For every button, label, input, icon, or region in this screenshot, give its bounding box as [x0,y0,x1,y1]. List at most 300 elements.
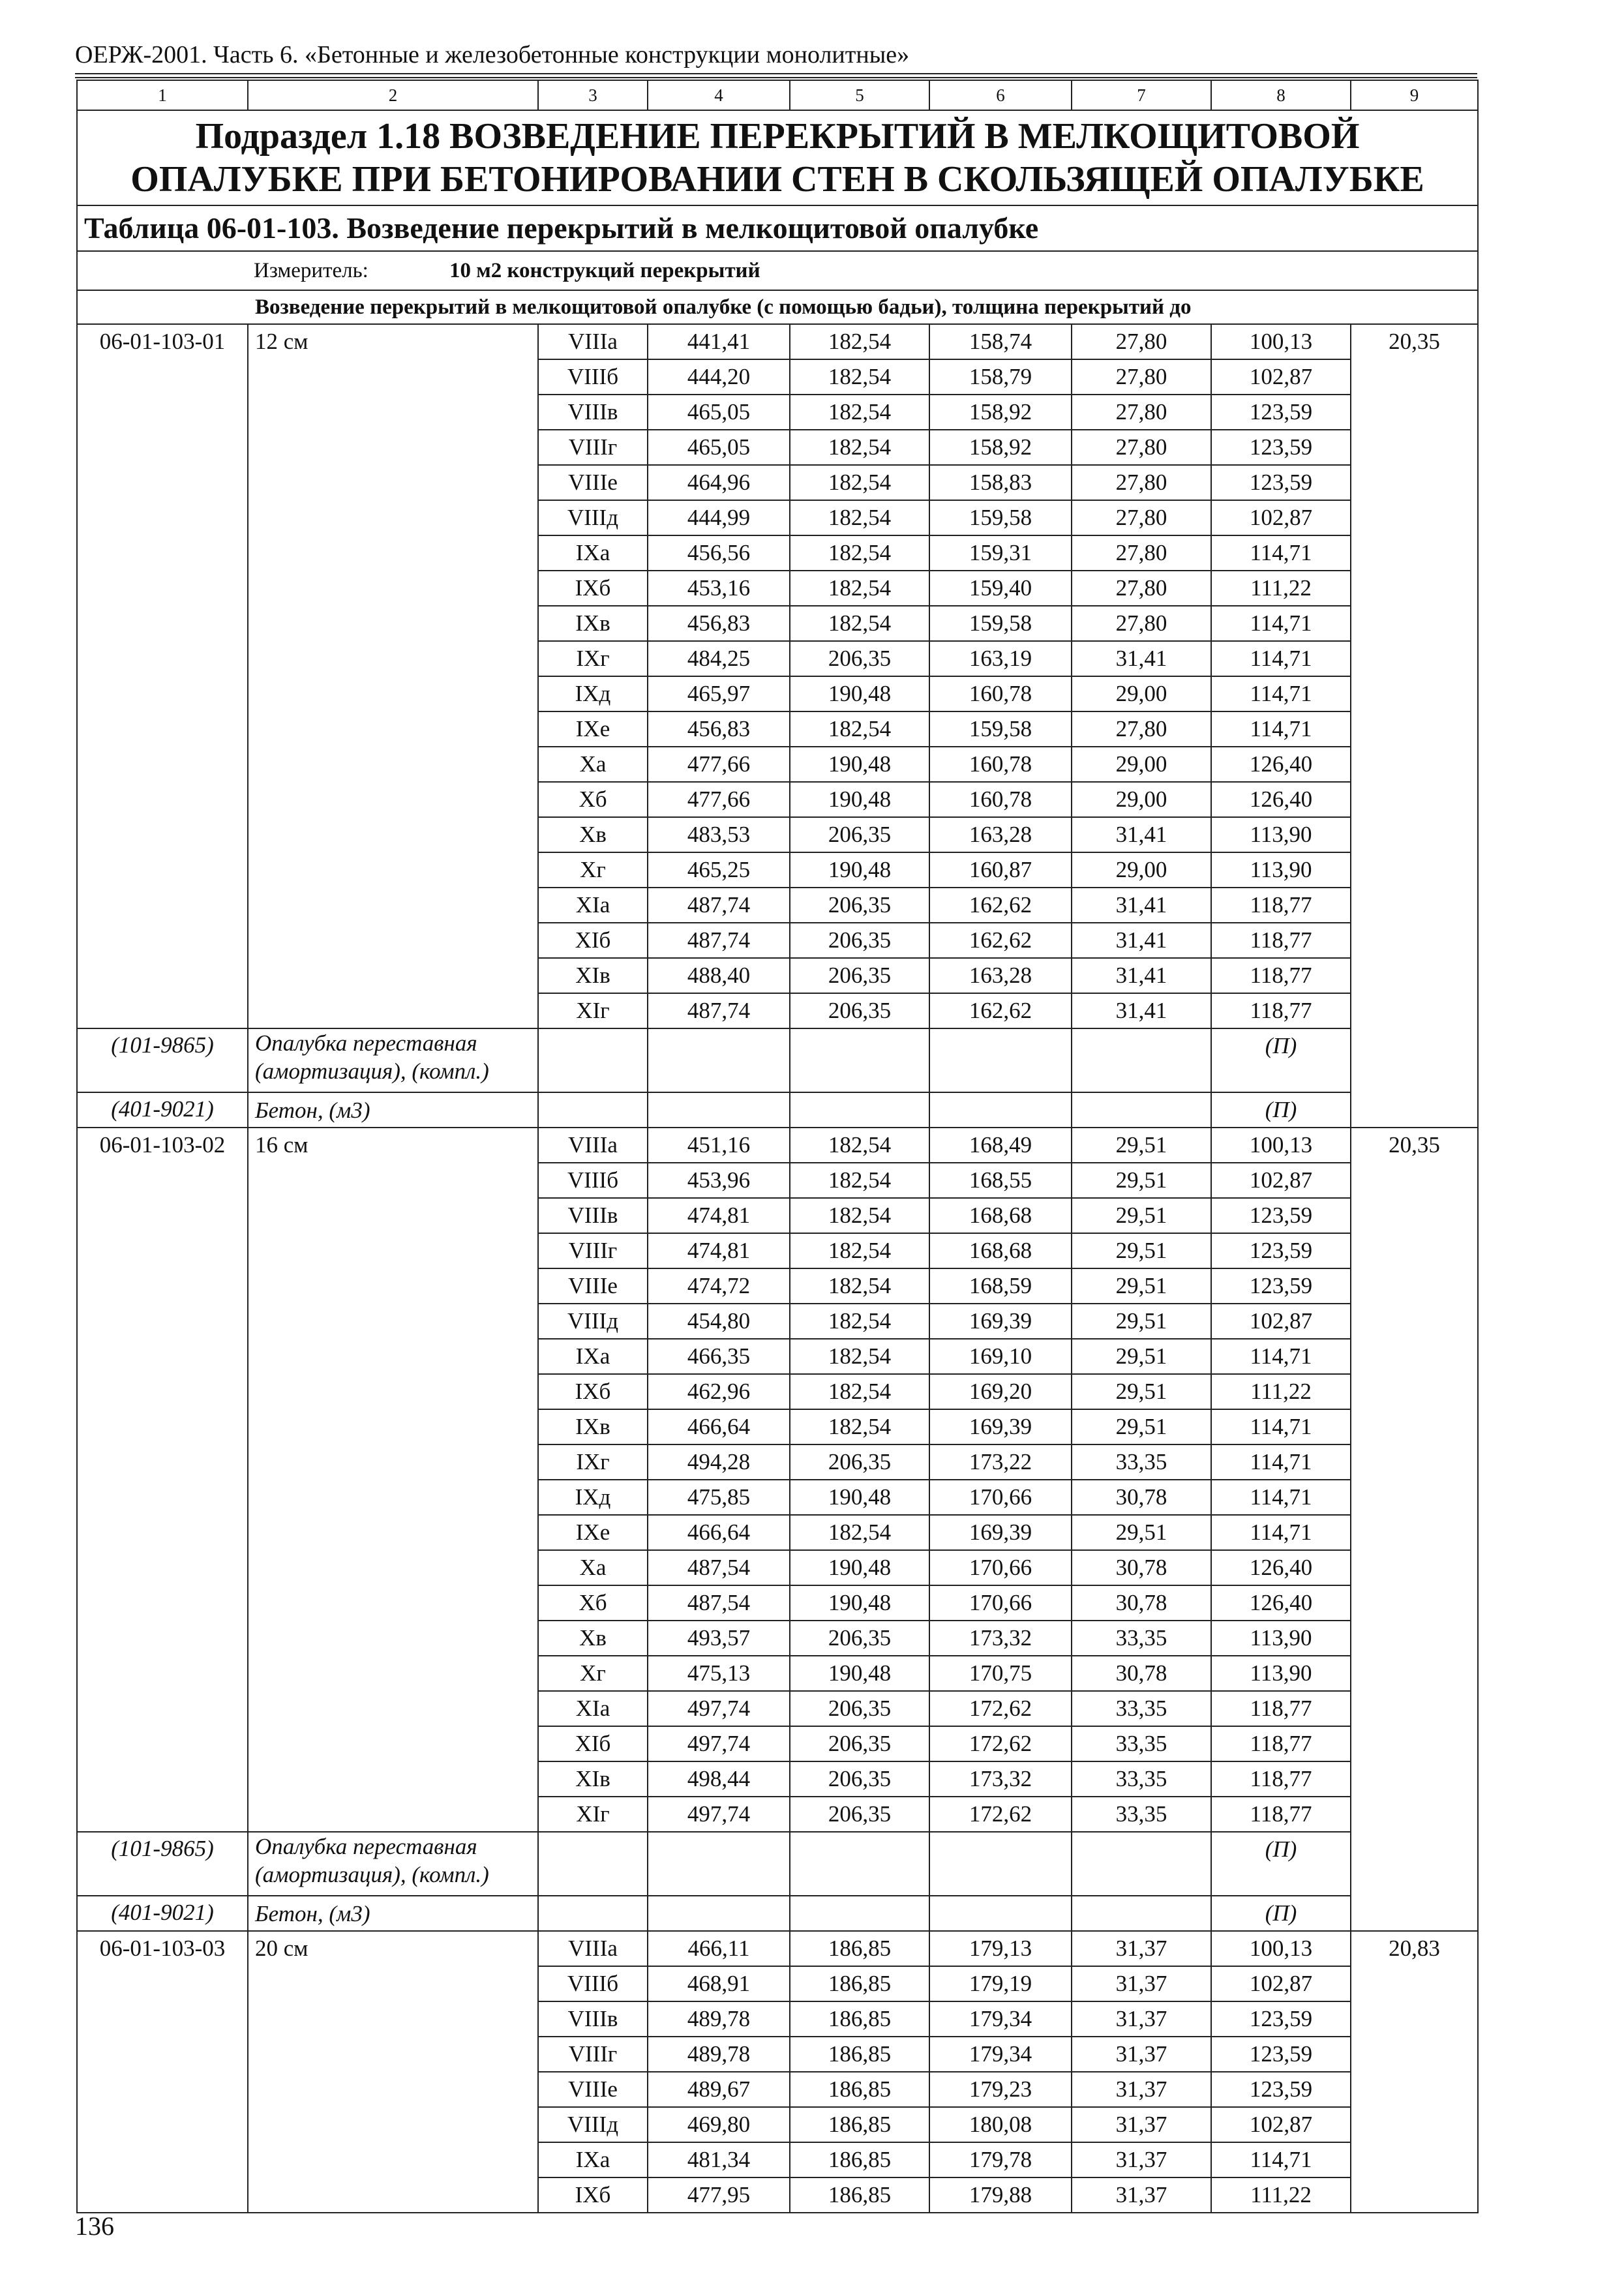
price-value: 158,79 [929,359,1072,395]
price-value: 497,74 [648,1691,790,1726]
price-value: 31,37 [1072,2177,1211,2213]
price-value: 179,78 [929,2142,1072,2177]
price-value: 179,34 [929,2037,1072,2072]
table-title: Таблица 06-01-103. Возведение перекрытий в мелкощитовой опалубке [77,205,1478,251]
price-value: 456,83 [648,711,790,747]
price-value: 182,54 [790,395,929,430]
price-value: 102,87 [1211,500,1351,535]
price-value: 180,08 [929,2107,1072,2142]
resource-unit-mark: (П) [1211,1092,1351,1128]
price-value: 170,66 [929,1480,1072,1515]
price-value: 182,54 [790,1268,929,1304]
price-value: 123,59 [1211,430,1351,465]
zone-code: Xв [538,817,648,852]
column-number: 3 [538,80,648,110]
price-value: 190,48 [790,1585,929,1621]
price-value: 465,05 [648,430,790,465]
price-value: 169,10 [929,1339,1072,1374]
price-value: 159,58 [929,500,1072,535]
empty-cell [790,1896,929,1931]
price-value: 186,85 [790,2177,929,2213]
zone-code: Xг [538,852,648,888]
price-value: 102,87 [1211,1304,1351,1339]
price-value: 27,80 [1072,359,1211,395]
price-value: 487,74 [648,923,790,958]
price-value: 114,71 [1211,641,1351,676]
meter-value: 10 м2 конструкций перекрытий [449,259,760,282]
column-number: 7 [1072,80,1211,110]
price-value: 126,40 [1211,782,1351,817]
price-value: 30,78 [1072,1550,1211,1585]
price-value: 465,97 [648,676,790,711]
price-value: 494,28 [648,1444,790,1480]
price-value: 172,62 [929,1726,1072,1761]
price-value: 182,54 [790,465,929,500]
zone-code: VIIIг [538,1233,648,1268]
price-value: 158,92 [929,395,1072,430]
resource-code: (101-9865) [77,1832,248,1896]
price-value: 466,11 [648,1931,790,1966]
price-value: 31,41 [1072,958,1211,993]
price-value: 487,54 [648,1550,790,1585]
zone-code: IXд [538,676,648,711]
price-value: 160,78 [929,676,1072,711]
price-value: 206,35 [790,958,929,993]
zone-code: VIIIа [538,324,648,359]
resource-name: Опалубка переставная (амортизация), (компл.) [248,1028,538,1092]
price-value: 27,80 [1072,465,1211,500]
zone-code: IXг [538,641,648,676]
empty-cell [538,1832,648,1896]
price-value: 186,85 [790,2142,929,2177]
empty-cell [1072,1896,1211,1931]
empty-cell [929,1896,1072,1931]
price-value: 100,13 [1211,1931,1351,1966]
price-value: 170,66 [929,1585,1072,1621]
price-value: 102,87 [1211,1966,1351,2001]
price-value: 477,95 [648,2177,790,2213]
price-value: 102,87 [1211,359,1351,395]
price-value: 159,40 [929,571,1072,606]
price-value: 464,96 [648,465,790,500]
price-value: 111,22 [1211,1374,1351,1409]
resource-row [77,1028,1478,1092]
price-value: 123,59 [1211,2072,1351,2107]
price-value: 31,37 [1072,1966,1211,2001]
column-number: 8 [1211,80,1351,110]
price-value: 190,48 [790,782,929,817]
price-value: 453,16 [648,571,790,606]
column-number: 2 [248,80,538,110]
price-value: 172,62 [929,1691,1072,1726]
price-value: 126,40 [1211,1550,1351,1585]
zone-code: VIIIв [538,1198,648,1233]
price-value: 206,35 [790,1797,929,1832]
price-value: 487,54 [648,1585,790,1621]
price-value: 206,35 [790,1726,929,1761]
price-value: 182,54 [790,1339,929,1374]
price-value: 206,35 [790,888,929,923]
thickness-label: 20 см [248,1931,538,2213]
price-value: 113,90 [1211,1621,1351,1656]
resource-name: Бетон, (м3) [248,1896,538,1931]
rate-code: 06-01-103-02 [77,1128,248,1832]
price-value: 30,78 [1072,1585,1211,1621]
price-value: 114,71 [1211,1480,1351,1515]
empty-cell [929,1092,1072,1128]
price-value: 114,71 [1211,535,1351,571]
price-value: 444,99 [648,500,790,535]
price-value: 29,51 [1072,1304,1211,1339]
resource-unit-mark: (П) [1211,1028,1351,1092]
zone-code: VIIIб [538,359,648,395]
price-value: 182,54 [790,535,929,571]
page-number: 136 [75,2211,114,2241]
price-value: 158,83 [929,465,1072,500]
price-value: 33,35 [1072,1726,1211,1761]
empty-cell [538,1092,648,1128]
price-value: 465,25 [648,852,790,888]
zone-code: Xб [538,782,648,817]
zone-code: VIIIд [538,500,648,535]
price-value: 206,35 [790,1621,929,1656]
price-value: 31,37 [1072,2107,1211,2142]
price-value: 114,71 [1211,2142,1351,2177]
meter-row [77,251,1478,290]
price-value: 186,85 [790,1966,929,2001]
price-value: 29,51 [1072,1163,1211,1198]
price-value: 182,54 [790,1409,929,1444]
zone-code: XIв [538,958,648,993]
price-value: 465,05 [648,395,790,430]
zone-code: XIб [538,1726,648,1761]
price-value: 158,92 [929,430,1072,465]
price-value: 468,91 [648,1966,790,2001]
zone-code: XIг [538,1797,648,1832]
price-value: 31,41 [1072,888,1211,923]
price-value: 33,35 [1072,1797,1211,1832]
zone-code: VIIIб [538,1163,648,1198]
empty-cell [538,1028,648,1092]
price-value: 182,54 [790,711,929,747]
zone-code: IXд [538,1480,648,1515]
price-value: 111,22 [1211,2177,1351,2213]
price-value: 477,66 [648,747,790,782]
price-value: 31,37 [1072,1931,1211,1966]
price-value: 487,74 [648,888,790,923]
column-number: 6 [929,80,1072,110]
zone-code: VIIIе [538,2072,648,2107]
price-value: 159,31 [929,535,1072,571]
price-value: 498,44 [648,1761,790,1797]
price-value: 206,35 [790,641,929,676]
zone-code: XIа [538,888,648,923]
price-value: 469,80 [648,2107,790,2142]
price-value: 489,78 [648,2037,790,2072]
resource-code: (401-9021) [77,1092,248,1128]
subsection-row [77,110,1478,205]
empty-cell [929,1028,1072,1092]
price-value: 33,35 [1072,1761,1211,1797]
price-value: 169,39 [929,1409,1072,1444]
price-value: 163,28 [929,958,1072,993]
price-value: 206,35 [790,817,929,852]
resource-code: (401-9021) [77,1896,248,1931]
zone-code: Xб [538,1585,648,1621]
zone-code: IXе [538,711,648,747]
column-number: 1 [77,80,248,110]
price-value: 206,35 [790,1691,929,1726]
thickness-label: 16 см [248,1128,538,1832]
price-value: 206,35 [790,923,929,958]
price-value: 31,37 [1072,2037,1211,2072]
zone-code: IXв [538,606,648,641]
price-value: 118,77 [1211,1761,1351,1797]
price-value: 170,66 [929,1550,1072,1585]
rate-code: 06-01-103-01 [77,324,248,1028]
zone-code: IXб [538,2177,648,2213]
price-value: 182,54 [790,571,929,606]
empty-cell [790,1028,929,1092]
price-value: 29,51 [1072,1198,1211,1233]
price-value: 27,80 [1072,500,1211,535]
price-value: 160,78 [929,782,1072,817]
empty-cell [648,1092,790,1128]
price-value: 31,41 [1072,923,1211,958]
price-value: 163,19 [929,641,1072,676]
zone-code: IXа [538,535,648,571]
price-value: 159,58 [929,711,1072,747]
zone-code: IXа [538,1339,648,1374]
price-value: 27,80 [1072,430,1211,465]
zone-code: IXг [538,1444,648,1480]
price-value: 168,68 [929,1198,1072,1233]
price-value: 182,54 [790,606,929,641]
price-value: 29,51 [1072,1339,1211,1374]
price-value: 466,64 [648,1409,790,1444]
price-value: 114,71 [1211,1515,1351,1550]
meter-label: Измеритель: [254,259,368,282]
price-value: 475,85 [648,1480,790,1515]
price-value: 31,37 [1072,2072,1211,2107]
price-value: 100,13 [1211,1128,1351,1163]
empty-cell [648,1832,790,1896]
price-value: 29,00 [1072,676,1211,711]
subsection-title: Подраздел 1.18 ВОЗВЕДЕНИЕ ПЕРЕКРЫТИЙ В МЕЛКОЩИТОВОЙ ОПАЛУБКЕ ПРИ БЕТОНИРОВАНИИ СТЕН В СКОЛЬЗЯЩЕЙ ОПАЛУБКЕ [77,110,1478,205]
price-value: 29,51 [1072,1515,1211,1550]
running-header: ОЕРЖ-2001. Часть 6. «Бетонные и железобетонные конструкции монолитные» [75,41,910,68]
price-value: 27,80 [1072,324,1211,359]
zone-code: XIб [538,923,648,958]
price-value: 100,13 [1211,324,1351,359]
zone-code: XIг [538,993,648,1028]
zone-code: VIIIе [538,1268,648,1304]
price-value: 114,71 [1211,711,1351,747]
zone-code: Xа [538,1550,648,1585]
price-value: 453,96 [648,1163,790,1198]
price-value: 30,78 [1072,1480,1211,1515]
price-value: 190,48 [790,1550,929,1585]
price-value: 179,13 [929,1931,1072,1966]
price-value: 190,48 [790,747,929,782]
price-value: 456,56 [648,535,790,571]
price-value: 160,87 [929,852,1072,888]
price-value: 31,37 [1072,2001,1211,2037]
price-value: 123,59 [1211,1198,1351,1233]
price-value: 173,32 [929,1761,1072,1797]
column-number: 5 [790,80,929,110]
price-value: 126,40 [1211,1585,1351,1621]
price-value: 497,74 [648,1797,790,1832]
price-value: 113,90 [1211,1656,1351,1691]
price-value: 158,74 [929,324,1072,359]
price-value: 179,34 [929,2001,1072,2037]
price-value: 172,62 [929,1797,1072,1832]
resource-row [77,1832,1478,1896]
rate-code: 06-01-103-03 [77,1931,248,2213]
price-value: 102,87 [1211,2107,1351,2142]
price-value: 168,49 [929,1128,1072,1163]
price-value: 162,62 [929,993,1072,1028]
price-value: 118,77 [1211,888,1351,923]
resource-code: (101-9865) [77,1028,248,1092]
zone-code: VIIIг [538,2037,648,2072]
price-value: 29,51 [1072,1233,1211,1268]
price-value: 29,00 [1072,747,1211,782]
price-value: 190,48 [790,852,929,888]
price-value: 27,80 [1072,535,1211,571]
column-number: 9 [1351,80,1478,110]
price-value: 123,59 [1211,2037,1351,2072]
price-value: 31,41 [1072,993,1211,1028]
price-value: 179,88 [929,2177,1072,2213]
price-value: 113,90 [1211,852,1351,888]
price-value: 163,28 [929,817,1072,852]
price-value: 169,39 [929,1304,1072,1339]
price-value: 29,00 [1072,852,1211,888]
price-value: 123,59 [1211,465,1351,500]
zone-code: VIIIв [538,395,648,430]
zone-code: VIIIд [538,2107,648,2142]
resource-row [77,1896,1478,1931]
price-value: 31,41 [1072,641,1211,676]
table-row [77,1931,1478,1966]
price-value: 29,51 [1072,1374,1211,1409]
price-value: 27,80 [1072,606,1211,641]
price-value: 173,22 [929,1444,1072,1480]
price-value: 456,83 [648,606,790,641]
price-value: 454,80 [648,1304,790,1339]
price-value: 114,71 [1211,1339,1351,1374]
price-value: 466,64 [648,1515,790,1550]
price-value: 182,54 [790,500,929,535]
price-value: 111,22 [1211,571,1351,606]
zone-code: XIв [538,1761,648,1797]
price-value: 186,85 [790,2072,929,2107]
column-number: 4 [648,80,790,110]
price-value: 113,90 [1211,817,1351,852]
zone-code: IXв [538,1409,648,1444]
price-value: 29,00 [1072,782,1211,817]
price-value: 30,78 [1072,1656,1211,1691]
price-value: 190,48 [790,1656,929,1691]
meter-cell [77,251,1478,290]
resource-name: Опалубка переставная (амортизация), (компл.) [248,1832,538,1896]
price-value: 182,54 [790,1198,929,1233]
zone-code: IXб [538,571,648,606]
price-value: 182,54 [790,1163,929,1198]
price-value: 126,40 [1211,747,1351,782]
price-value: 114,71 [1211,1444,1351,1480]
price-value: 206,35 [790,993,929,1028]
price-value: 31,37 [1072,2142,1211,2177]
price-value: 169,20 [929,1374,1072,1409]
price-value: 182,54 [790,1515,929,1550]
zone-code: Xг [538,1656,648,1691]
price-value: 31,41 [1072,817,1211,852]
price-value: 123,59 [1211,1268,1351,1304]
table-body [77,80,1478,2213]
empty-cell [790,1092,929,1128]
price-value: 489,78 [648,2001,790,2037]
price-value: 27,80 [1072,395,1211,430]
price-value: 33,35 [1072,1444,1211,1480]
price-value: 182,54 [790,324,929,359]
column-9-value: 20,83 [1351,1931,1478,2213]
price-value: 493,57 [648,1621,790,1656]
price-value: 118,77 [1211,923,1351,958]
empty-cell [538,1896,648,1931]
price-value: 173,32 [929,1621,1072,1656]
zone-code: Xа [538,747,648,782]
zone-code: VIIIе [538,465,648,500]
empty-cell [1072,1028,1211,1092]
resource-unit-mark: (П) [1211,1832,1351,1896]
price-value: 182,54 [790,1128,929,1163]
price-value: 186,85 [790,2001,929,2037]
price-value: 190,48 [790,1480,929,1515]
price-value: 162,62 [929,923,1072,958]
price-value: 102,87 [1211,1163,1351,1198]
header-rule [75,73,1477,78]
price-value: 168,59 [929,1268,1072,1304]
price-value: 33,35 [1072,1691,1211,1726]
price-value: 466,35 [648,1339,790,1374]
work-description-row [77,290,1478,324]
price-value: 118,77 [1211,1797,1351,1832]
price-value: 182,54 [790,430,929,465]
price-value: 118,77 [1211,993,1351,1028]
zone-code: VIIIд [538,1304,648,1339]
price-value: 179,19 [929,1966,1072,2001]
price-value: 206,35 [790,1444,929,1480]
price-value: 483,53 [648,817,790,852]
price-value: 206,35 [790,1761,929,1797]
resource-row [77,1092,1478,1128]
zone-code: VIIIг [538,430,648,465]
empty-cell [1072,1092,1211,1128]
empty-cell [790,1832,929,1896]
table-title-row [77,205,1478,251]
price-value: 118,77 [1211,958,1351,993]
price-value: 441,41 [648,324,790,359]
price-value: 118,77 [1211,1691,1351,1726]
price-value: 182,54 [790,1374,929,1409]
resource-unit-mark: (П) [1211,1896,1351,1931]
empty-cell [929,1832,1072,1896]
zone-code: VIIIа [538,1128,648,1163]
column-9-value: 20,35 [1351,1128,1478,1931]
